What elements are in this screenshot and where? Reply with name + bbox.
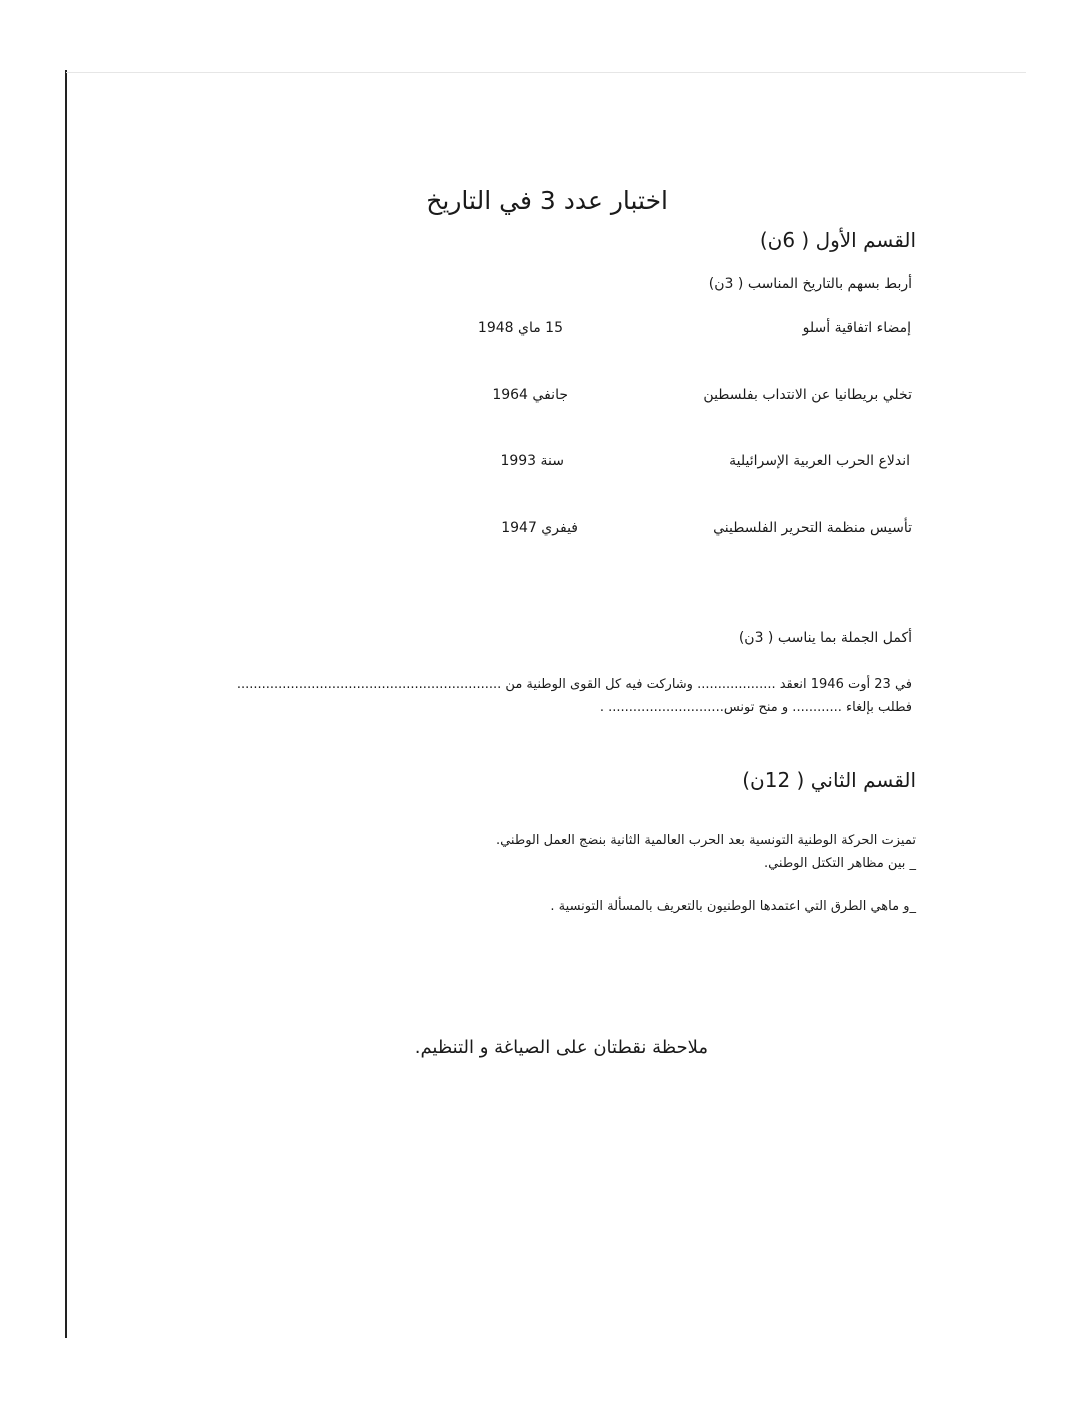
completion-instruction: أكمل الجملة بما يناسب ( 3ن) (738, 630, 912, 646)
page-top-edge (66, 72, 1026, 73)
matching-date-4: فيفري 1947 (501, 520, 578, 536)
section1-heading: القسم الأول ( 6ن) (759, 228, 916, 252)
matching-event-1: إمضاء اتفاقية أسلو (802, 320, 911, 336)
matching-instruction: أربط بسهم بالتاريخ المناسب ( 3ن) (708, 276, 912, 292)
matching-date-3: سنة 1993 (500, 453, 564, 469)
section2-heading: القسم الثاني ( 12ن) (742, 768, 916, 792)
grading-note: ملاحظة نقطتان على الصياغة و التنظيم. (414, 1037, 708, 1058)
section2-question-1: _ بين مظاهر التكتل الوطني. (763, 856, 916, 871)
section2-intro: تميزت الحركة الوطنية التونسية بعد الحرب العالمية الثانية بنضج العمل الوطني. (495, 833, 916, 848)
matching-event-2: تخلي بريطانيا عن الانتداب بفلسطين (703, 387, 912, 403)
completion-line-2: فطلب بإلغاء ............ و منح تونس............................ . (599, 700, 912, 715)
matching-date-2: جانفي 1964 (492, 387, 568, 403)
matching-event-4: تأسيس منظمة التحرير الفلسطيني (713, 520, 912, 536)
matching-date-1: 15 ماي 1948 (477, 320, 563, 336)
page-margin-line (65, 70, 67, 1338)
completion-line-1: في 23 أوت 1946 انعقد ................... وشاركت فيه كل القوى الوطنية من ................................................................ (236, 677, 912, 692)
exam-title: اختبار عدد 3 في التاريخ (426, 186, 668, 215)
section2-question-2: _و ماهي الطرق التي اعتمدها الوطنيون بالتعريف بالمسألة التونسية . (550, 899, 916, 914)
matching-event-3: اندلاع الحرب العربية الإسرائيلية (729, 453, 910, 469)
